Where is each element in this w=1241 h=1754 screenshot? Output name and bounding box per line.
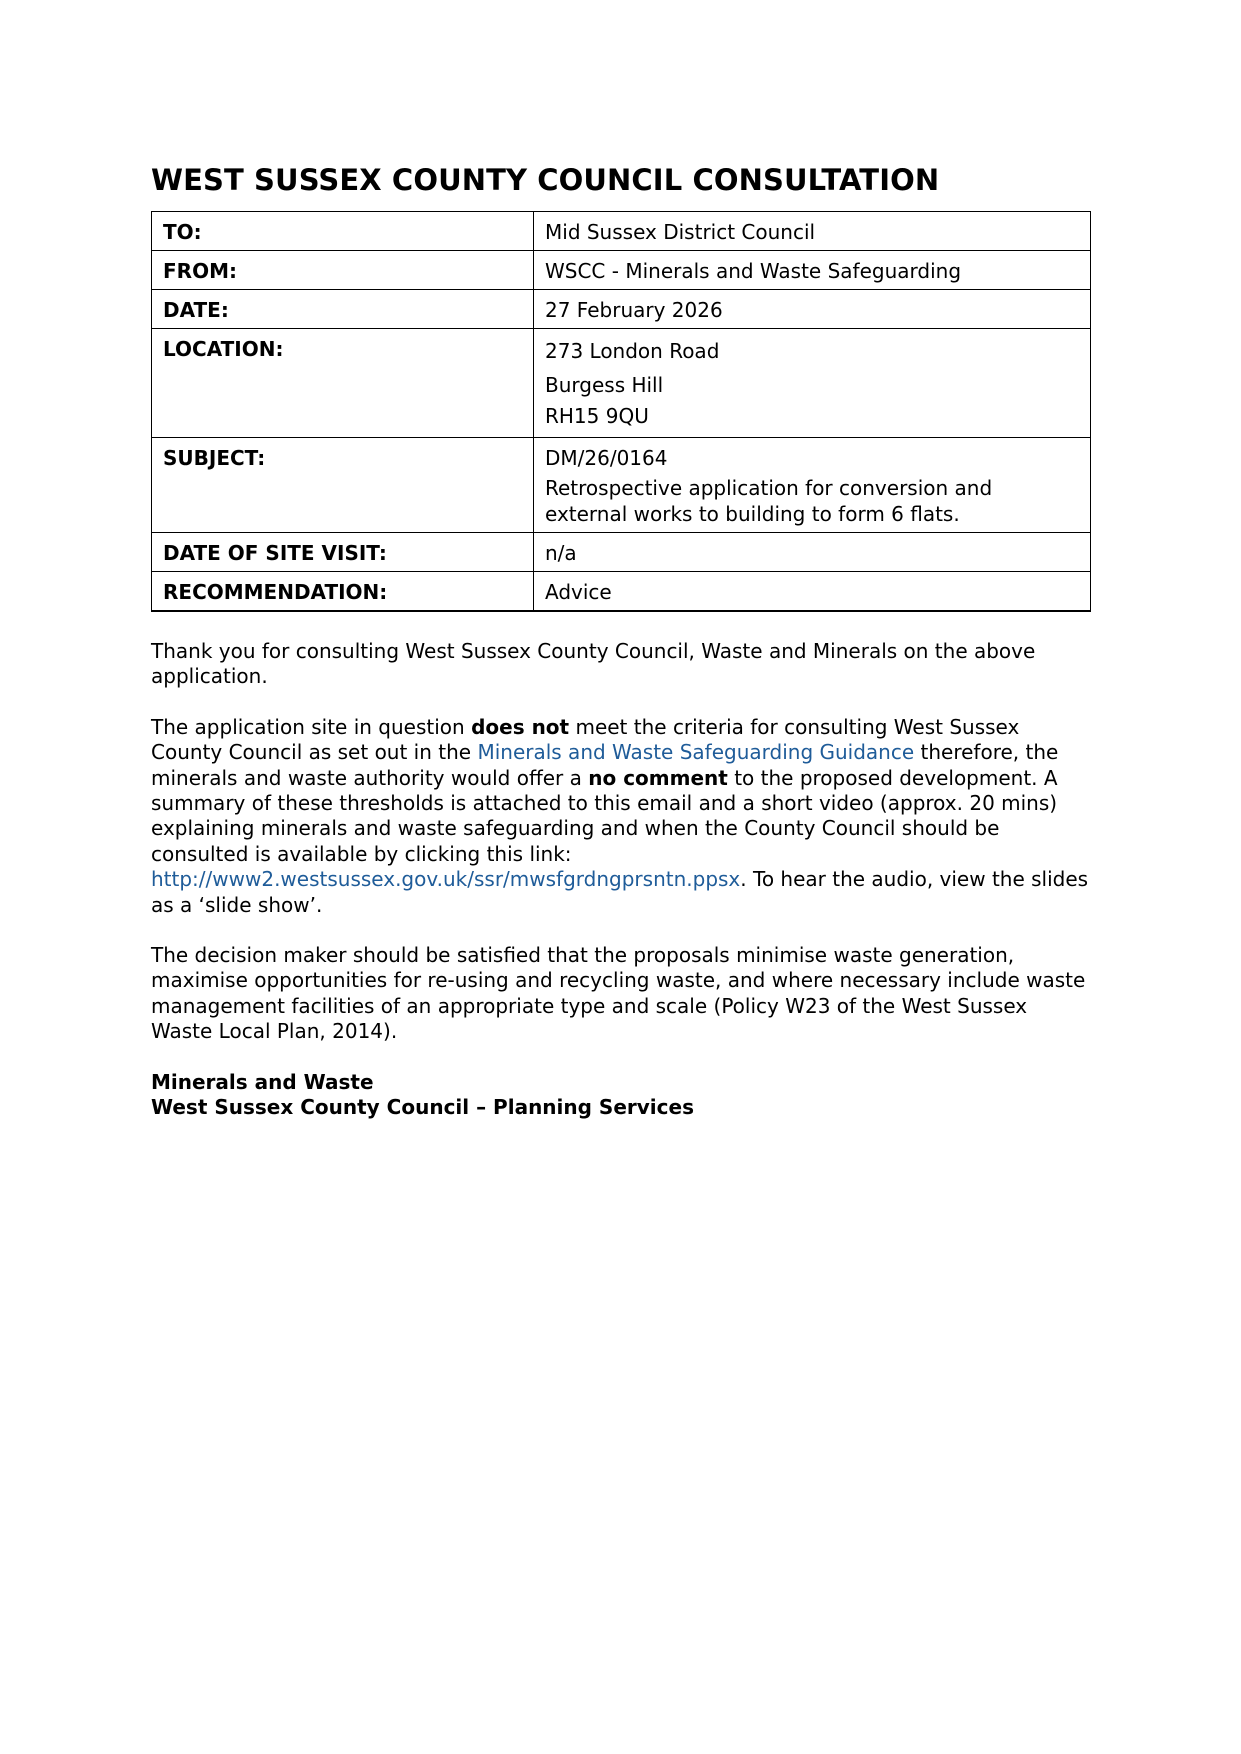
location-label: LOCATION: <box>152 329 534 438</box>
table-row-subject <box>152 438 1091 533</box>
consultation-document <box>151 163 1091 1121</box>
site-visit-label: DATE OF SITE VISIT: <box>152 533 534 572</box>
recommendation-value: Advice <box>534 572 1091 612</box>
subject-value <box>534 438 1091 533</box>
document-title: WEST SUSSEX COUNTY COUNCIL CONSULTATION <box>151 163 940 197</box>
location-line-3: RH15 9QU <box>545 404 649 428</box>
from-label: FROM: <box>152 251 534 290</box>
paragraph-criteria <box>151 715 1091 918</box>
location-line-2: Burgess Hill <box>545 373 664 397</box>
criteria-text-5: . To hear the audio, view the slides as a ‘slide show’. <box>151 867 1089 917</box>
recommendation-label: RECOMMENDATION: <box>152 572 534 612</box>
subject-ref: DM/26/0164 <box>545 446 668 470</box>
criteria-no-comment: no comment <box>588 765 728 790</box>
table-row-site-visit <box>152 533 1091 572</box>
video-presentation-link[interactable]: http://www2.westsussex.gov.uk/ssr/mwsfgrdngprsntn.ppsx <box>151 867 741 892</box>
table-row-from <box>152 251 1091 290</box>
paragraph-decision-maker: The decision maker should be satisfied that the proposals minimise waste generation, maximise opportunities for re-using and recycling waste, and where necessary include waste management facilities of an appropriate type and scale (Policy W23 of the West Sussex Waste Local Plan, 2014). <box>151 943 1086 1044</box>
paragraph-thanks: Thank you for consulting West Sussex County Council, Waste and Minerals on the above application. <box>151 639 1036 689</box>
criteria-text-1: The application site in question <box>151 714 472 739</box>
signature-block <box>151 1070 1091 1121</box>
location-value <box>534 329 1091 438</box>
date-label: DATE: <box>152 290 534 329</box>
subject-description: Retrospective application for conversion and external works to building to form 6 flats. <box>545 476 993 526</box>
criteria-text-2: meet the criteria for consulting West Sussex County Council as set out in the <box>151 714 1020 765</box>
safeguarding-guidance-link[interactable]: Minerals and Waste Safeguarding Guidance <box>477 740 915 765</box>
subject-label: SUBJECT: <box>152 438 534 533</box>
location-line-1: 273 London Road <box>545 339 720 363</box>
table-row-date <box>152 290 1091 329</box>
from-value: WSCC - Minerals and Waste Safeguarding <box>534 251 1091 290</box>
criteria-text-3: therefore, the minerals and waste authority would offer a <box>151 740 1059 790</box>
date-value: 27 February 2026 <box>534 290 1091 329</box>
table-row-recommendation <box>152 572 1091 612</box>
consultation-details-table <box>151 211 1091 612</box>
signature-line-2: West Sussex County Council – Planning Services <box>151 1095 694 1120</box>
table-row-location <box>152 329 1091 438</box>
site-visit-value: n/a <box>534 533 1091 572</box>
to-value: Mid Sussex District Council <box>534 212 1091 251</box>
letter-body <box>151 639 1091 1045</box>
table-row-to <box>152 212 1091 251</box>
signature-line-1: Minerals and Waste <box>151 1069 374 1094</box>
criteria-does-not: does not <box>471 714 570 739</box>
to-label: TO: <box>152 212 534 251</box>
criteria-text-4: to the proposed development. A summary of these thresholds is attached to this email and a short video (approx. 20 mins) explaining minerals and waste safeguarding and when the County Council should be consulted is available by clicking this link: <box>151 765 1058 866</box>
